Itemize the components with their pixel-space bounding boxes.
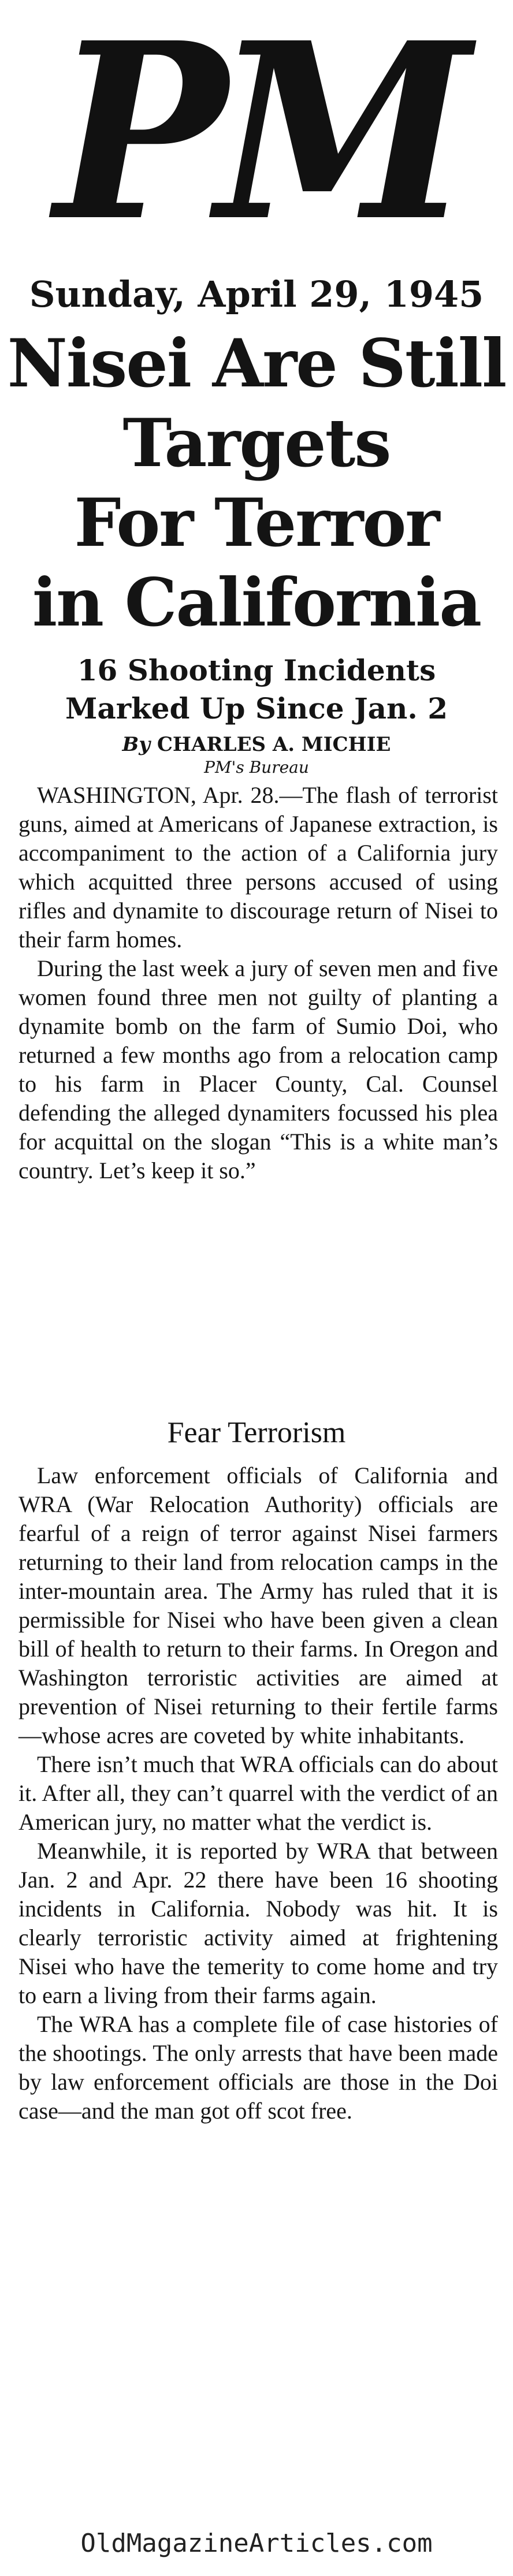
body-paragraph: There isn’t much that WRA officials can do about it. After all, they can’t quarrel with the verdict of an American jury, no matter what the verdict is. [18,1751,498,1835]
source-credit: OldMagazineArticles.com [80,2529,433,2558]
headline [0,323,513,642]
headline-line: For Terror [74,484,439,561]
byline [0,732,513,757]
deck-line: Marked Up Since Jan. 2 [65,691,448,725]
deck-subheadline [0,652,513,728]
body-paragraph: The WRA has a complete file of case histories of the shootings. The only arrests that have been made by law enforcement officials are those in the Doi case—and the man got off scot free. [18,2011,498,2124]
headline-line: Targets [122,404,391,482]
article-body-top [18,781,498,1185]
byline-author: CHARLES A. MICHIE [157,733,391,756]
section-subhead: Fear Terrorism [167,1416,346,1449]
body-paragraph: WASHINGTON, Apr. 28.—The flash of terrorist guns, aimed at Americans of Japanese extraction, is accompaniment to the action of a California jury which acquitted three persons accused of using rifles and dynamite to discourage return of Nisei to their farm homes. [18,782,498,952]
dateline: Sunday, April 29, 1945 [29,273,484,315]
body-paragraph: During the last week a jury of seven men and five women found three men not guilty of planting a dynamite bomb on the farm of Sumio Doi, who returned a few months ago from a relocation camp to his farm in Placer County, Cal. Counsel defending the alleged dynamiters focussed his plea for acquittal on the slogan “This is a white man’s country. Let’s keep it so.” [18,955,498,1183]
headline-line: Nisei Are Still [7,325,506,402]
byline-prefix: By [122,733,150,756]
headline-line: in California [32,564,481,641]
body-paragraph: Meanwhile, it is reported by WRA that between Jan. 2 and Apr. 22 there have been 16 shooting incidents in California. Nobody was hit. It is clearly terroristic activity aimed at frightening Nisei who have the temerity to come home and try to earn a living from their farms again. [18,1838,498,2008]
body-paragraph: Law enforcement officials of California and WRA (War Relocation Authority) officials are fearful of a reign of terror against Nisei farmers returning to their land from relocation camps in the inter-mountain area. The Army has ruled that it is permissible for Nisei who have been given a clean bill of health to return to their farms. In Oregon and Washington terroristic activities are aimed at prevention of Nisei returning to their fertile farms —whose acres are coveted by white inhabitants. [18,1462,498,1748]
deck-line: 16 Shooting Incidents [77,653,436,687]
byline-bureau: PM's Bureau [204,758,309,777]
article-body-bottom [18,1461,498,2125]
masthead-logo: PM [54,0,459,275]
